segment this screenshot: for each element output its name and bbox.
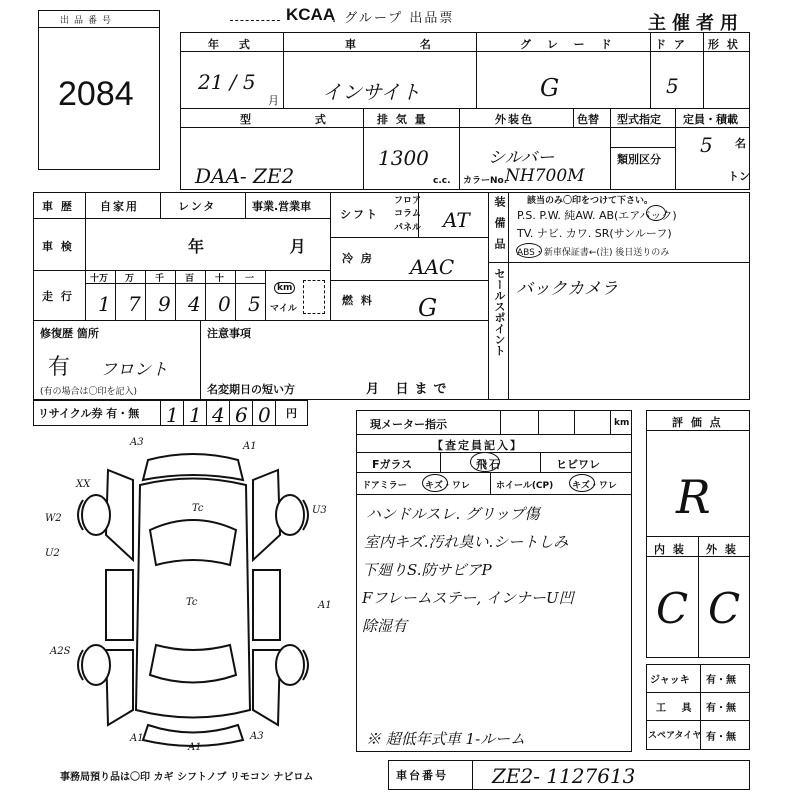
name-change-label: 名変期日の短い方 xyxy=(207,383,295,396)
history-label: 車 歴 xyxy=(42,200,74,213)
color-no-value: NH700M xyxy=(505,166,585,186)
mileage-digit-2: 7 xyxy=(128,292,141,316)
equipment-circle-abs xyxy=(516,243,542,258)
mirror-circle xyxy=(422,474,448,492)
tool-label: 工 具 xyxy=(656,703,698,714)
crack-label: ヒビワレ xyxy=(556,458,600,471)
color-no-label: カラーNo. xyxy=(463,176,508,186)
mark-a2s-left: A2S xyxy=(50,646,71,657)
mileage-unit-10: 十 xyxy=(215,274,225,284)
mark-u3-right: U3 xyxy=(312,505,327,516)
col-year: 年 式 xyxy=(208,38,258,51)
shift-option-floor: フロア xyxy=(394,196,422,206)
door-mirror-label: ドアミラー xyxy=(362,481,407,491)
equipment-line-2: TV. ナビ. カワ. SR(サンルーフ) xyxy=(517,227,672,240)
score-label: 評 価 点 xyxy=(672,416,723,429)
recycle-digit-1: 1 xyxy=(166,403,179,427)
shift-option-column: コラム xyxy=(394,209,421,219)
exterior-label: 外 装 xyxy=(706,543,738,556)
capacity-value: 5 xyxy=(700,133,713,157)
mark-xx: XX xyxy=(76,479,91,490)
group-title: . グループ 出品票 xyxy=(332,11,455,26)
history-private: 自家用 xyxy=(100,200,139,213)
spare-label: スペアタイヤ xyxy=(648,731,702,741)
history-business: 事業.営業車 xyxy=(252,200,312,213)
mark-tc-top: Tc xyxy=(192,503,204,514)
mileage-unit-100k: 十万 xyxy=(90,274,109,284)
year-value: 21 / 5 xyxy=(198,70,256,94)
km-unit: km xyxy=(274,282,295,294)
cc-unit: c.c. xyxy=(433,176,451,186)
jack-status: 有・無 xyxy=(706,675,736,686)
mark-a1-top: A1 xyxy=(243,441,257,452)
shift-value: AT xyxy=(443,208,470,232)
equipment-circle-ab xyxy=(646,205,666,221)
mark-a1-bottom-left: A1 xyxy=(130,733,144,744)
name-value: インサイト xyxy=(322,80,421,104)
notes-label: 注意事項 xyxy=(207,327,251,340)
wheel-value: キズ・ワレ xyxy=(572,481,617,491)
col-category: 類別区分 xyxy=(617,153,661,166)
meter-label: 現メーター指示 xyxy=(370,418,447,431)
mileage-unit-1k: 千 xyxy=(155,274,165,284)
chassis-label: 車台番号 xyxy=(396,769,448,782)
col-capacity: 定員・積載 xyxy=(683,113,738,126)
name-change-value: 月 日まで xyxy=(366,382,453,397)
recycle-label: リサイクル券 有・無 xyxy=(38,407,140,420)
copy-label: 主催者用 xyxy=(648,13,744,34)
repair-label: 修復歴 箇所 xyxy=(40,327,99,340)
mirror-value: キズ・ワレ xyxy=(425,481,470,491)
color-value: シルバー xyxy=(488,148,555,168)
col-type-designation: 型式指定 xyxy=(617,113,661,126)
brand-logo: KCAA xyxy=(286,5,336,24)
doors-value: 5 xyxy=(666,74,679,98)
inspector-note-1: ハンドルスレ. グリップ傷 xyxy=(366,505,540,523)
equipment-label: 装備品 xyxy=(493,196,506,259)
mile-unit: マイル xyxy=(270,304,297,314)
mark-u2-left: U2 xyxy=(45,548,60,559)
equipment-note: 該当のみ〇印をつけて下さい。 xyxy=(527,196,654,206)
interior-label: 内 装 xyxy=(654,543,686,556)
spare-status: 有・無 xyxy=(706,732,736,743)
mileage-digit-1: 1 xyxy=(98,292,111,316)
mark-a1-right: A1 xyxy=(318,600,332,611)
col-exterior: 外装色 xyxy=(495,113,534,126)
inspector-note-4: Fフレームステー, インナーU凹 xyxy=(362,589,574,607)
f-glass-label: Fガラス xyxy=(372,458,413,471)
col-doors: ド ア xyxy=(655,38,687,51)
repair-detail: フロント xyxy=(100,360,168,380)
recycle-digit-4: 6 xyxy=(235,403,248,427)
capacity-unit: 名 xyxy=(735,137,748,150)
inspector-note-3: 下廻りS.防サビアP xyxy=(362,561,492,579)
mileage-label: 走 行 xyxy=(42,290,74,303)
office-items: 事務局預り品は〇印 カギ シフトノブ リモコン ナビロム xyxy=(60,772,314,783)
lot-label: 出品番号 xyxy=(60,16,117,26)
stone-label: 飛石 xyxy=(476,458,502,471)
wheel-label: ホイール(CP) xyxy=(496,481,554,491)
lot-number: 2084 xyxy=(58,75,134,113)
history-rental: レンタ xyxy=(178,200,217,213)
mileage-digit-4: 4 xyxy=(188,292,201,316)
displacement-value: 1300 xyxy=(378,146,429,170)
score-value: R xyxy=(676,470,711,524)
exterior-value: C xyxy=(708,584,741,633)
ton-unit: トン xyxy=(728,170,750,183)
mileage-unit-10k: 万 xyxy=(125,274,135,284)
fuel-label: 燃 料 xyxy=(342,294,374,307)
col-grade: グ レ ー ド xyxy=(520,38,618,51)
fuel-value: G xyxy=(418,294,438,322)
col-displacement: 排 気 量 xyxy=(377,113,428,126)
inspector-footer-note: ※ 超低年式車 1-ルーム xyxy=(366,730,526,748)
mark-tc-mid: Tc xyxy=(186,597,198,608)
grade-value: G xyxy=(540,74,560,102)
recycle-digit-5: 0 xyxy=(258,403,271,427)
mileage-unit-100: 百 xyxy=(185,274,195,284)
mileage-digit-5: 0 xyxy=(218,292,231,316)
recycle-digit-3: 4 xyxy=(212,403,225,427)
equipment-line-3: ABS・新車保証書←(注) 後日送りのみ xyxy=(517,248,670,258)
ac-value: AAC xyxy=(410,255,455,279)
inspector-note-5: 除湿有 xyxy=(362,617,408,635)
tool-status: 有・無 xyxy=(706,703,736,714)
inspector-note-2: 室内キズ.汚れ臭い.シートしみ xyxy=(364,533,569,551)
mileage-digit-6: 5 xyxy=(248,292,261,316)
mark-w2-left: W2 xyxy=(45,513,62,524)
sales-point-value: バックカメラ xyxy=(516,279,618,299)
meter-unit: km xyxy=(614,418,630,428)
inspector-section-title: 【査定員記入】 xyxy=(432,439,523,452)
sales-point-label: セールスポイント xyxy=(493,268,506,356)
model-value: DAA- ZE2 xyxy=(195,164,295,188)
col-model: 型 式 xyxy=(240,113,356,126)
equipment-line-1: P.S. P.W. 純AW. AB(エアバック) xyxy=(517,209,677,222)
interior-value: C xyxy=(656,584,689,633)
ac-label: 冷 房 xyxy=(342,252,374,265)
col-body: 形 状 xyxy=(708,38,740,51)
shift-option-panel: パネル xyxy=(394,223,422,233)
mark-a1-bottom: A1 xyxy=(188,742,202,753)
mark-a3-top: A3 xyxy=(130,437,144,448)
recycle-digit-2: 1 xyxy=(189,403,202,427)
col-recolor: 色替 xyxy=(577,113,599,126)
mileage-unit-1: 一 xyxy=(245,274,255,284)
wheel-circle xyxy=(569,474,595,492)
mark-a3-bottom: A3 xyxy=(250,731,264,742)
stone-circle xyxy=(470,452,500,472)
inspection-value: 年 月 xyxy=(188,237,346,256)
recycle-unit: 円 xyxy=(286,407,299,420)
jack-label: ジャッキ xyxy=(650,675,690,686)
repair-yes: 有 xyxy=(48,355,71,380)
chassis-value: ZE2- 1127613 xyxy=(492,764,636,788)
repair-hint: (有の場合は〇印を記入) xyxy=(40,387,138,397)
inspection-label: 車 検 xyxy=(42,240,74,253)
shift-label: シフト xyxy=(340,208,379,221)
mileage-digit-3: 9 xyxy=(158,292,171,316)
month-unit: 月 xyxy=(268,94,281,107)
col-name: 車 名 xyxy=(345,38,461,51)
mileage-check-box xyxy=(303,280,325,314)
